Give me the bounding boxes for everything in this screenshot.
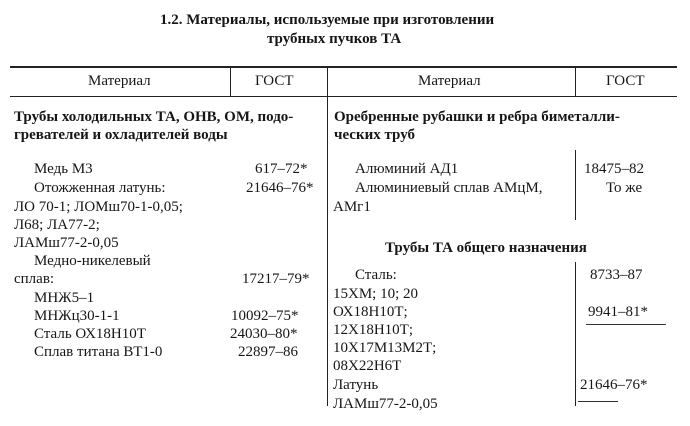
right-row-gost: 8733–87: [590, 267, 643, 283]
left-row-material: МНЖ5–1: [34, 290, 95, 306]
left-row-material: Отожженная латунь:: [34, 180, 166, 196]
col-divider-right-gost: [575, 66, 576, 96]
left-row-material: Сталь ОХ18Н10Т: [34, 326, 146, 342]
right-row-material: Алюминиевый сплав АМцМ,: [355, 180, 543, 196]
right-row-material: 15ХМ; 10; 20: [333, 286, 419, 302]
left-row-gost: 21646–76*: [246, 180, 314, 196]
table-title-line-1: 1.2. Материалы, используемые при изготовлении: [160, 12, 495, 28]
right-row-material: 08Х22Н6Т: [333, 358, 402, 374]
left-row-material: Сплав титана ВТ1-0: [34, 344, 163, 360]
col-divider-middle: [327, 66, 328, 406]
left-row-gost: 22897–86: [238, 344, 298, 360]
left-row-material: ЛО 70-1; ЛОМш70-1-0,05;: [14, 199, 183, 215]
left-row-gost: 10092–75*: [231, 308, 299, 324]
right-row-material: Алюминий АД1: [355, 161, 459, 177]
table-title-line-2: трубных пучков ТА: [267, 31, 402, 47]
left-row-material: сплав:: [14, 271, 55, 287]
left-row-material: Медь М3: [34, 161, 93, 177]
right-row-gost: То же: [606, 180, 643, 196]
left-row-material: Л68; ЛА77-2;: [14, 217, 100, 233]
right-section2-gost-divider: [575, 262, 576, 406]
left-row-gost: 24030–80*: [230, 326, 298, 342]
gost-underline: [586, 324, 666, 325]
header-right-material: Материал: [418, 73, 481, 89]
right-row-gost: 9941–81*: [588, 304, 648, 320]
left-section-heading-line-1: Трубы холодильных ТА, ОНВ, ОМ, подо-: [14, 109, 294, 125]
left-row-gost: 17217–79*: [242, 271, 310, 287]
right-section1-gost-divider: [575, 150, 576, 220]
header-right-gost: ГОСТ: [606, 73, 645, 89]
left-row-material: МНЖц30-1-1: [34, 308, 120, 324]
right-row-material: Сталь:: [355, 267, 397, 283]
right-section2-heading: Трубы ТА общего назначения: [385, 240, 587, 256]
gost-underline: [578, 401, 618, 402]
right-row-material: 12Х18Н10Т;: [333, 322, 413, 338]
right-row-material: Латунь: [333, 377, 379, 393]
right-row-material: ОХ18Н10Т;: [333, 304, 408, 320]
right-row-material: АМг1: [333, 199, 371, 215]
left-row-gost: 617–72*: [255, 161, 308, 177]
right-row-gost: 18475–82: [584, 161, 644, 177]
left-row-material: ЛАМш77-2-0,05: [14, 235, 119, 251]
right-section1-heading-line-1: Оребренные рубашки и ребра биметалли-: [334, 109, 620, 125]
right-row-material: ЛАМш77-2-0,05: [333, 396, 438, 412]
header-left-gost: ГОСТ: [255, 73, 294, 89]
header-left-material: Материал: [88, 73, 151, 89]
left-row-material: Медно-никелевый: [34, 253, 151, 269]
right-row-gost: 21646–76*: [580, 377, 648, 393]
col-divider-left-gost: [230, 66, 231, 96]
left-section-heading-line-2: гревателей и охладителей воды: [14, 127, 228, 143]
right-row-material: 10Х17М13М2Т;: [333, 340, 437, 356]
table-top-rule: [10, 66, 677, 68]
table-header-rule: [10, 96, 677, 97]
right-section1-heading-line-2: ческих труб: [334, 127, 415, 143]
